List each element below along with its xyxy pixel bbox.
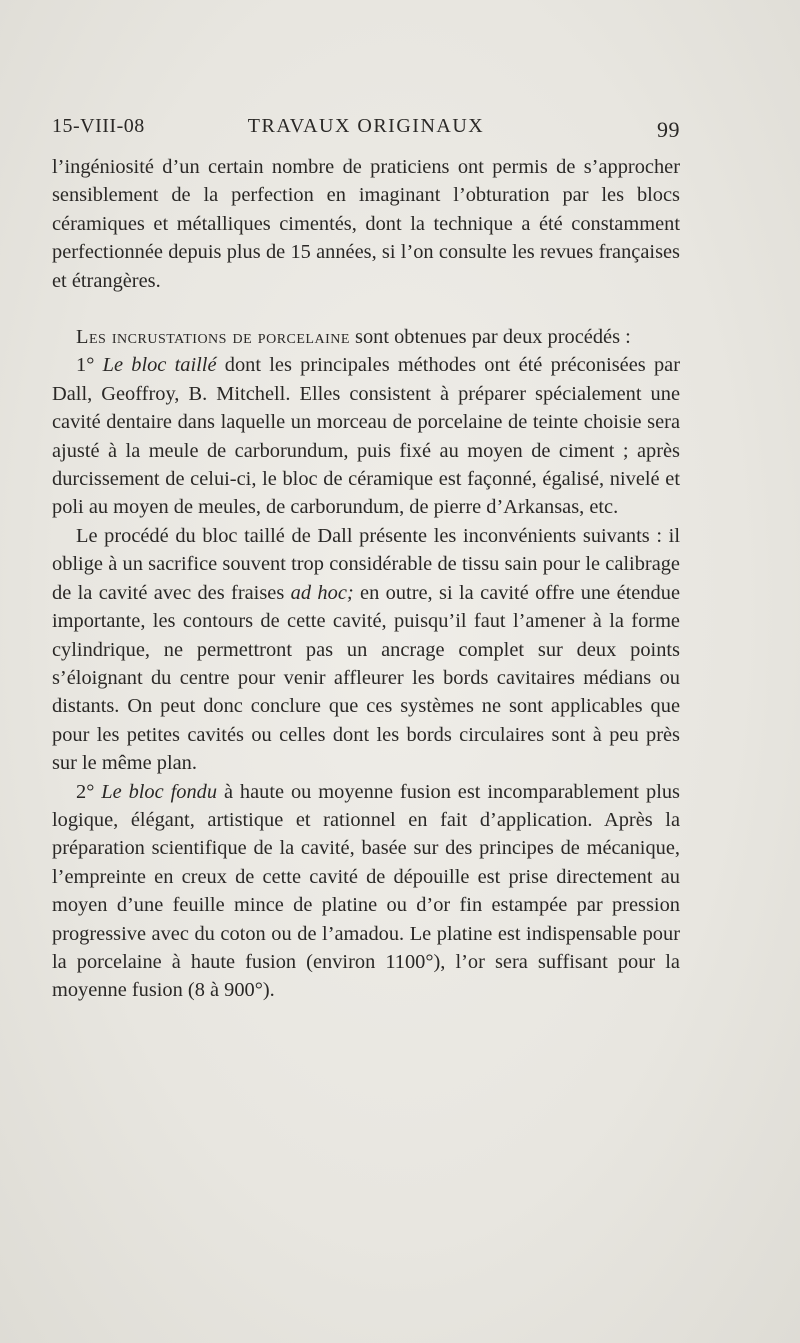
ad-hoc-term: ad hoc; (290, 581, 354, 604)
paragraph-incrustations (52, 323, 680, 351)
paragraph-incrustations-text: sont obtenues par deux procédés : (349, 326, 631, 349)
page-number: 99 (657, 117, 680, 142)
section-lead: Les incrustations de porcelaine (76, 326, 350, 349)
paragraph-bloc-fondu-text: à haute ou moyenne fusion est incomparablement plus logique, élégant, artistique et rationnel en fait d’application. Après la préparation scientifique de la cavité, basée sur des principes de mécanique, l’empreinte en creux de cette cavité de dépouille est prise directement au moyen d’une feuille mince de platine ou d’or fin estampée par pression progressive avec du coton ou de l’amadou. Le platine est indispensable pour la porcelaine à haute fusion (environ 1100°), l’or sera suffisant pour la moyenne fusion (8 à 900°). (52, 780, 680, 1002)
paragraph-dall-text: Le procédé du bloc taillé de Dall présente les inconvénients suivants : il oblige à un sacrifice souvent trop considérable de tissu sain pour le calibrage de la cavité avec des fraises (52, 524, 680, 604)
item-title-bloc-taille: Le bloc taillé (102, 354, 217, 377)
item-title-bloc-fondu: Le bloc fondu (101, 780, 218, 803)
paragraph-dall-text-rest: en outre, si la cavité offre une étendue importante, les contours de cette cavité, puisqu’il faut l’amener à la forme cylindrique, ne permettront pas un ancrage complet sur deux points s’éloignant du centre pour venir affleurer les bords cavitaires médians ou distants. On peut donc conclure que ces systèmes ne sont applicables que pour les petites cavités ou celles dont les bords circulaires sont à peu près sur le même plan. (52, 581, 680, 775)
running-header (52, 115, 680, 149)
body-text (52, 153, 680, 1005)
header-date: 15-VIII-08 (52, 115, 145, 137)
item-number-2: 2° (76, 780, 102, 803)
header-title: TRAVAUX ORIGINAUX (247, 115, 485, 137)
paragraph-intro: l’ingéniosité d’un certain nombre de praticiens ont permis de s’approcher sensiblement de la perfection en imaginant l’obturation par les blocs céramiques et métalliques cimentés, dont la technique a été constamment perfectionnée depuis plus de 15 années, si l’on consulte les revues françaises et étrangères. (52, 156, 680, 292)
item-number-1: 1° (76, 354, 103, 377)
paragraph-dall (52, 522, 680, 778)
paragraph-bloc-taille-text: dont les principales méthodes ont été préconisées par Dall, Geoffroy, B. Mitchell. Elles consistent à préparer spécialement une cavité dentaire dans laquelle un morceau de porcelaine de teinte choisie sera ajusté à la meule de carborundum, puis fixé au moyen de ciment ; après durcissement de celui-ci, le bloc de céramique est façonné, égalisé, nivelé et poli au moyen de meules, de carborundum, de pierre d’Arkansas, etc. (52, 354, 680, 519)
paragraph-bloc-fondu (52, 778, 680, 1005)
paragraph-bloc-taille (52, 351, 680, 521)
